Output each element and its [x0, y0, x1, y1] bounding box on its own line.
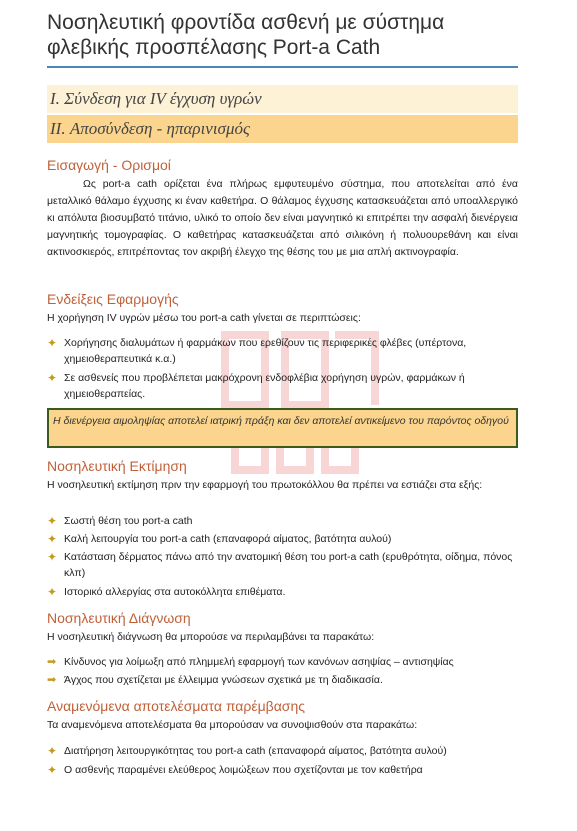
list-item: ✦ Χορήγησης διαλυμάτων ή φαρμάκων που ερεθίζουν τις περιφερικές φλέβες (υπέρτονα, χημειοθεραπευτικά κ.α.) [47, 336, 467, 365]
intro-heading: Εισαγωγή - Ορισμοί [47, 157, 171, 173]
indications-heading: Ενδείξεις Εφαρμογής [47, 291, 179, 307]
list-item: ➡ Κίνδυνος για λοίμωξη από πλημμελή εφαρμογή των κανόνων ασηψίας – αντισηψίας [47, 656, 454, 668]
diamond-bullet-icon: ✦ [47, 763, 58, 777]
diagnosis-heading: Νοσηλευτική Διάγνωση [47, 610, 191, 626]
section-link-connection[interactable]: I. Σύνδεση για IV έγχυση υγρών [47, 85, 518, 113]
diamond-bullet-icon: ✦ [47, 585, 58, 599]
list-item: ✦ Ιστορικό αλλεργίας στα αυτοκόλλητα επιθέματα. [47, 585, 286, 599]
list-item: ✦ Σωστή θέση του port-a cath [47, 514, 193, 528]
note-box: Η διενέργεια αιμοληψίας αποτελεί ιατρική πράξη και δεν αποτελεί αντικείμενο του παρόντος οδηγού [47, 408, 518, 448]
list-item: ✦ Κατάσταση δέρματος πάνω από την ανατομική θέση του port-a cath (ερυθρότητα, οίδημα, πόνος κλπ) [47, 550, 513, 579]
arrow-bullet-icon: ➡ [47, 674, 57, 686]
diamond-bullet-icon: ✦ [47, 550, 58, 564]
diamond-bullet-icon: ✦ [47, 532, 58, 546]
diamond-bullet-icon: ✦ [47, 371, 58, 385]
list-item: ✦ Καλή λειτουργία του port-a cath (επαναφορά αίματος, βατότητα αυλού) [47, 532, 392, 546]
diamond-bullet-icon: ✦ [47, 336, 58, 350]
diamond-bullet-icon: ✦ [47, 744, 58, 758]
assessment-lead: Η νοσηλευτική εκτίμηση πριν την εφαρμογή του πρωτοκόλλου θα πρέπει να εστιάζει στα εξής: [47, 479, 483, 491]
assessment-heading: Νοσηλευτική Εκτίμηση [47, 458, 187, 474]
intro-paragraph: Ως port-a cath ορίζεται ένα πλήρως εμφυτευμένο σύστημα, που αποτελείται από ένα μεταλλικό θάλαμο έγχυσης κι έναν καθετήρα. Ο θάλαμος έγχυσης κατασκευάζεται από υποαλλεργικό κι απόλυτα βιοσυμβατό τιτάνιο, υλικό το οποίο δεν είναι μαγνητικό κι επιτρέπει την ασφαλή διενέργεια μαγνητικής τομογραφίας. Ο καθετήρας κατασκευάζεται από σιλικόνη ή πολυουρεθάνη και είναι ακτινοσκιερός, επιτρέποντας τον ακριβή έλεγχο της θέσης του με μια απλή ακτινογραφία. [47, 178, 518, 258]
document-title: Νοσηλευτική φροντίδα ασθενή με σύστημα φλεβικής προσπέλασης Port-a Cath [47, 11, 445, 59]
outcomes-lead: Τα αναμενόμενα αποτελέσματα θα μπορούσαν να συνοψισθούν στα παρακάτω: [47, 719, 418, 731]
section-link-disconnection[interactable]: II. Αποσύνδεση - ηπαρινισμός [47, 115, 518, 143]
list-item: ✦ Σε ασθενείς που προβλέπεται μακρόχρονη ενδοφλέβια χορήγηση υγρών, φαρμάκων ή χημειοθεραπείας. [47, 371, 465, 400]
list-item: ✦ Διατήρηση λειτουργικότητας του port-a cath (επαναφορά αίματος, βατότητα αυλού) [47, 744, 447, 758]
list-item: ✦ Ο ασθενής παραμένει ελεύθερος λοιμώξεων που σχετίζονται με τον καθετήρα [47, 763, 423, 777]
outcomes-heading: Αναμενόμενα αποτελέσματα παρέμβασης [47, 698, 305, 714]
arrow-bullet-icon: ➡ [47, 656, 57, 668]
list-item: ➡ Άγχος που σχετίζεται με έλλειμμα γνώσεων σχετικά με τη διαδικασία. [47, 674, 383, 686]
diamond-bullet-icon: ✦ [47, 514, 58, 528]
indications-lead: Η χορήγηση IV υγρών μέσω του port-a cath γίνεται σε περιπτώσεις: [47, 312, 361, 324]
title-rule [47, 66, 518, 68]
diagnosis-lead: Η νοσηλευτική διάγνωση θα μπορούσε να περιλαμβάνει τα παρακάτω: [47, 631, 375, 643]
